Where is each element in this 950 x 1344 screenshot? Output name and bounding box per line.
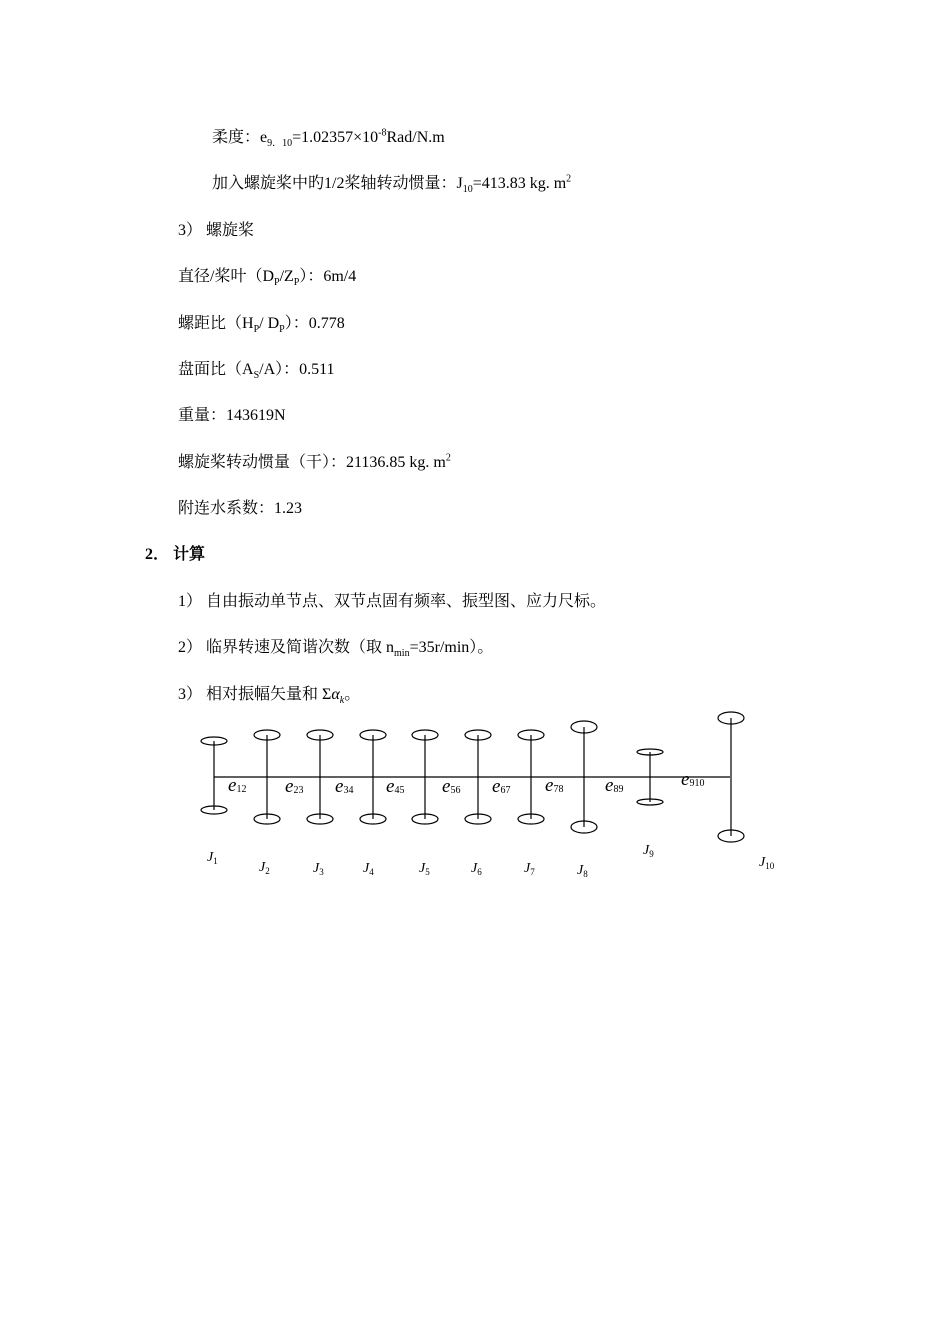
shaft-label-e89: e89	[605, 775, 624, 796]
disk-label-j3: J3	[313, 861, 324, 877]
propeller-inertia-line: 螺旋桨转动惯量（干）：21136.85 kg. $m^2$	[178, 452, 451, 471]
disk-label-j5: J5	[419, 861, 430, 877]
shaft-label-e12: e12	[228, 775, 247, 796]
weight-line: 重量：143619N	[178, 407, 286, 424]
shaft-label-e34: e34	[335, 776, 354, 797]
disk-label-j10: J10	[759, 855, 775, 871]
shaft-label-e23: e23	[285, 776, 304, 797]
flexibility-line: 柔度：$e_{9.10}=1.02357\times 10^{-8}Rad/N.m$	[212, 127, 445, 150]
shaft-inertia-line: 加入螺旋桨中旳1/2桨轴转动惯量：$J_{10}=413.83$ kg. $m^2$	[212, 173, 572, 196]
disk-label-j2: J2	[259, 860, 270, 876]
propeller-heading: 3） 螺旋桨	[178, 222, 255, 239]
diameter-line: 直径/桨叶$(D_P/Z_P)$：6m/4	[178, 268, 357, 289]
calc-item-1: 1） 自由振动单节点、双节点固有频率、振型图、应力尺标。	[178, 593, 607, 610]
pitch-ratio-line: 螺距比（$H_P/$ $D_P$）：0.778	[178, 315, 345, 336]
disk-ratio-line: 盘面比$(A_S/A)$：0.511	[178, 361, 335, 382]
shaft-label-e67: e67	[492, 776, 511, 797]
shaft-label-e78: e78	[545, 775, 564, 796]
calc-item-3: 3） 相对振幅矢量和 $\Sigma\alpha_k$。	[178, 686, 361, 707]
shaft-label-e45: e45	[386, 776, 405, 797]
shaft-label-e56: e56	[442, 776, 461, 797]
disk-label-j6: J6	[471, 861, 482, 877]
disk-label-j8: J8	[577, 863, 588, 879]
added-water-line: 附连水系数：1.23	[178, 500, 303, 517]
calculation-heading: 2． 计算	[145, 546, 206, 563]
shaft-system-diagram	[0, 700, 950, 900]
shaft-label-e910: e910	[681, 769, 705, 790]
disk-label-j4: J4	[363, 861, 374, 877]
disk-label-j9: J9	[643, 843, 654, 859]
calc-item-2: 2） 临界转速及简谐次数（取 $n_{min}=35r/\min$）。	[178, 639, 494, 660]
disk-label-j7: J7	[524, 861, 535, 877]
disk-label-j1: J1	[207, 850, 218, 866]
